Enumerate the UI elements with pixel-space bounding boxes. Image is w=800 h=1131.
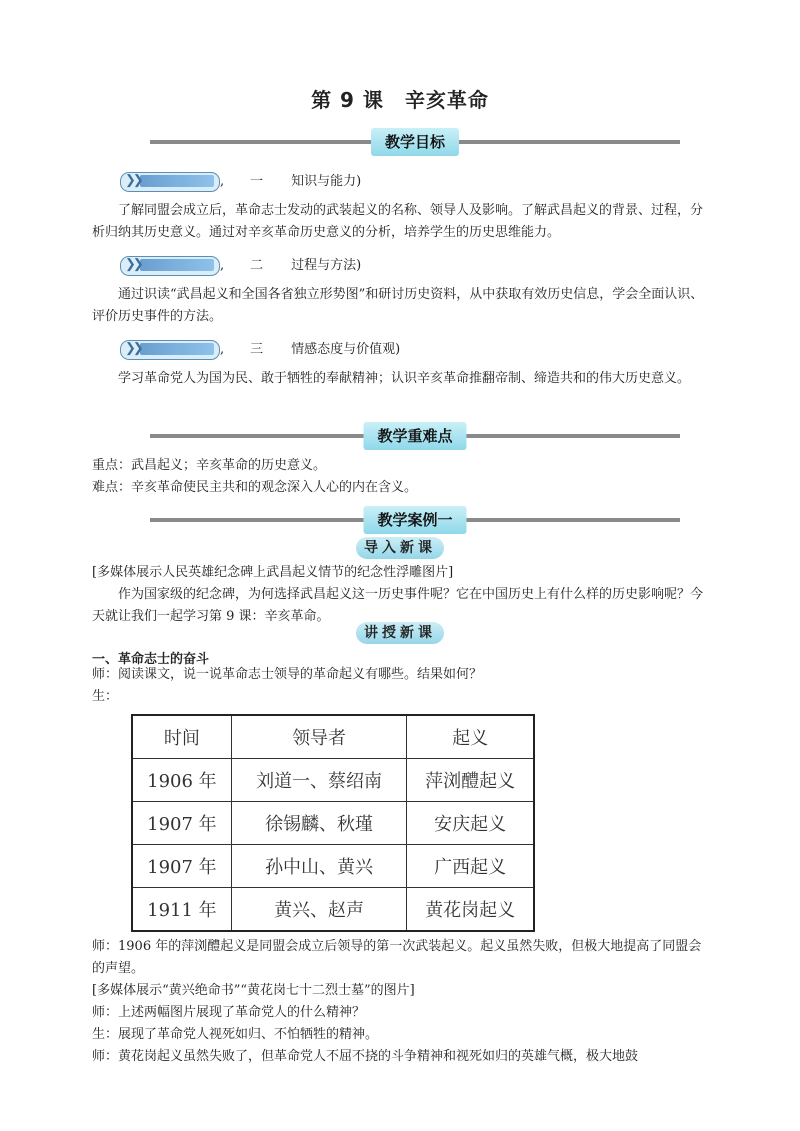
- objective-text: 学习革命党人为国为民、敢于牺牲的奉献精神；认识辛亥革命推翻帝制、缔造共和的伟大历史意义。: [118, 371, 691, 386]
- table-cell: 黄花岗起义: [407, 888, 534, 932]
- teacher-answer: 师：1906 年的萍浏醴起义是同盟会成立后领导的第一次武装起义。起义虽然失败，但极大地提高了同盟会的声望。: [92, 939, 702, 976]
- uprisings-table: [131, 714, 535, 932]
- table-row: [132, 888, 534, 932]
- objective-heading: , 一 知识与能力): [220, 174, 362, 189]
- table-cell: 1907 年: [132, 802, 231, 845]
- section-band-case: [150, 506, 680, 534]
- difficult-point: 难点：辛亥革命使民主共和的观念深入人心的内在含义。: [92, 480, 418, 495]
- table-row: [132, 802, 534, 845]
- teach-pill-wrap: [0, 622, 800, 644]
- table-header-row: [132, 715, 534, 759]
- section-label: 教学重难点: [363, 422, 466, 450]
- section-band-keypoints: [150, 422, 680, 450]
- objective-heading: , 二 过程与方法): [220, 258, 362, 273]
- table-cell: 1906 年: [132, 759, 231, 802]
- teacher-question: 师：上述两幅图片展现了革命党人的什么精神？: [92, 1005, 366, 1020]
- objective-text: 通过识读“武昌起义和全国各省独立形势图”和研讨历史资料，从中获取有效历史信息，学会全面认识、评价历史事件的方法。: [92, 287, 704, 324]
- key-point: 重点：武昌起义；辛亥革命的历史意义。: [92, 458, 327, 473]
- objective-label: 知识与能力): [291, 174, 362, 189]
- section-band-goals: [150, 128, 680, 156]
- subheading: 一、革命志士的奋斗: [92, 652, 210, 667]
- objective-number: 一: [250, 174, 264, 189]
- objective-label: 过程与方法): [291, 258, 362, 273]
- objective-number: 三: [250, 342, 264, 357]
- table-row: [132, 845, 534, 888]
- table-header: 起义: [407, 715, 534, 759]
- objective-text: 了解同盟会成立后，革命志士发动的武装起义的名称、领导人及影响。了解武昌起义的背景、过程，分析归纳其历史意义。通过对辛亥革命历史意义的分析，培养学生的历史思维能力。: [92, 203, 704, 240]
- student-answer: 生：展现了革命党人视死如归、不怕牺牲的精神。: [92, 1027, 379, 1042]
- teacher-question: 师：阅读课文，说一说革命志士领导的革命起义有哪些。结果如何？: [92, 667, 483, 682]
- section-label: 教学案例一: [363, 506, 466, 534]
- table-cell: 孙中山、黄兴: [231, 845, 406, 888]
- media-note: [多媒体展示人民英雄纪念碑上武昌起义情节的纪念性浮雕图片]: [92, 565, 454, 580]
- intro-text: 作为国家级的纪念碑，为何选择武昌起义这一历史事件呢？它在中国历史上有什么样的历史影响呢？今天就让我们一起学习第 9 课：辛亥革命。: [92, 587, 704, 624]
- objective-heading: , 三 情感态度与价值观): [220, 342, 401, 357]
- intro-pill: 导入新课: [356, 537, 444, 559]
- teach-pill: 讲授新课: [356, 622, 444, 644]
- section-label: 教学目标: [371, 128, 459, 156]
- objective-number: 二: [250, 258, 264, 273]
- table-cell: 黄兴、赵声: [231, 888, 406, 932]
- table-cell: 1911 年: [132, 888, 231, 932]
- objective-badge-icon: ❯❯: [120, 340, 220, 360]
- table-cell: 1907 年: [132, 845, 231, 888]
- student-label: 生：: [92, 689, 119, 704]
- objective-badge-icon: ❯❯: [120, 256, 220, 276]
- table-header: 领导者: [231, 715, 406, 759]
- table-cell: 广西起义: [407, 845, 534, 888]
- table-header: 时间: [132, 715, 231, 759]
- table-cell: 徐锡麟、秋瑾: [231, 802, 406, 845]
- teacher-answer: 师：黄花岗起义虽然失败了，但革命党人不屈不挠的斗争精神和视死如归的英雄气概，极大地鼓: [92, 1049, 639, 1064]
- objective-label: 情感态度与价值观): [291, 342, 401, 357]
- table-cell: 刘道一、蔡绍南: [231, 759, 406, 802]
- table-cell: 萍浏醴起义: [407, 759, 534, 802]
- page-title: 第 9 课 辛亥革命: [311, 88, 489, 112]
- media-note: [多媒体展示“黄兴绝命书”“黄花岗七十二烈士墓”的图片]: [92, 983, 415, 998]
- table-row: [132, 759, 534, 802]
- objective-badge-icon: ❯❯: [120, 172, 220, 192]
- intro-pill-wrap: [0, 537, 800, 559]
- table-cell: 安庆起义: [407, 802, 534, 845]
